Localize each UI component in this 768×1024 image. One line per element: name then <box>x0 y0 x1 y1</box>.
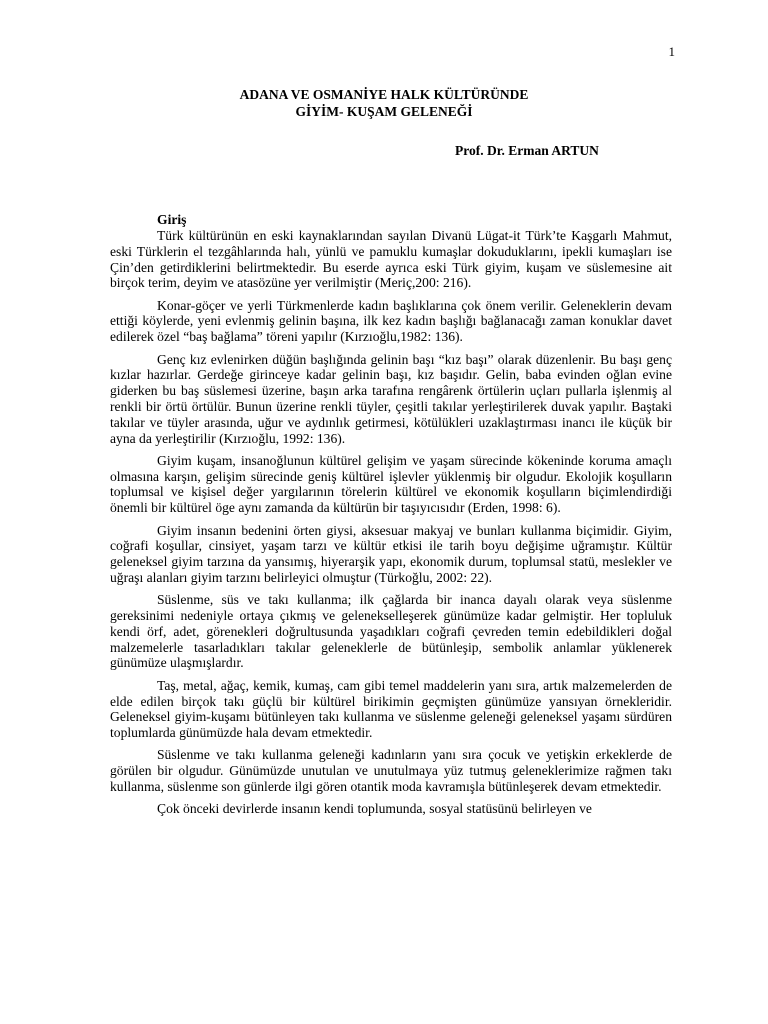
body-text <box>110 211 672 824</box>
paragraph: Genç kız evlenirken düğün başlığında gelinin başı “kız başı” olarak düzenlenir. Bu başı genç kızlar hazırlar. Gerdeğe girinceye kadar gelinin başı, kız başıdır. Gelin, baba evinden oğlan evine giderken bu baş süslemesi üzerine, başın arka tarafına rengârenk örtülerin uçları pullarla işlenmiş al renkli bir örtü örtülür. Bunun üzerine renkli tüyler, çeşitli takılar yerleştirilerek duvak yapılır. Baştaki takılar ve tüyler arasında, uğur ve aydınlık getirmesi, kötülükleri uzaklaştırması inancı ile küçük bir ayna da yerleştirilir (Kırzıoğlu, 1992: 136). <box>110 351 672 446</box>
paragraph: Süslenme ve takı kullanma geleneği kadınların yanı sıra çocuk ve yetişkin erkeklerde de görülen bir olgudur. Günümüzde unutulan ve unutulmaya yüz tutmuş geleneklerimize rağmen takı kullanma, süslenme son günlerde ilgi gören otantik moda kavramışla bütünleşerek devam etmektedir. <box>110 747 672 794</box>
author-name: Prof. Dr. Erman ARTUN <box>455 143 599 158</box>
paragraph: Çok önceki devirlerde insanın kendi toplumunda, sosyal statüsünü belirleyen ve <box>157 801 592 817</box>
paragraph: Giyim insanın bedenini örten giysi, aksesuar makyaj ve bunları kullanma biçimidir. Giyim, coğrafi koşullar, cinsiyet, yaşam tarzı ve kültür etkisi ile tarih boyu değişime uğramıştır. Kültür geleneksel giyim tarzına da yansımış, hiyerarşik yapı, ekonomik durum, toplumsal statü, meslekler ve uğraşı alanları giyim tarzını belirleyici olmuştur (Türkoğlu, 2002: 22). <box>110 522 672 585</box>
paragraph: Konar-göçer ve yerli Türkmenlerde kadın başlıklarına çok önem verilir. Geleneklerin devam ettiği köylerde, yeni evlenmiş gelinin başına, ilk kez kadın başlığı bağlanacağı zaman konuklar davet edilerek özel “baş bağlama” töreni yapılır (Kırzıoğlu,1982: 136). <box>110 297 672 345</box>
page-number: 1 <box>668 44 675 59</box>
paragraph: Giyim kuşam, insanoğlunun kültürel gelişim ve yaşam sürecinde kökeninde koruma amaçlı olmasına karşın, gelişim sürecinde geniş kültürel işlevler yüklenmiş bir olgudur. Ekolojik koşulların toplumsal ve kişisel değer yargılarının törelerin kültürel ve ekonomik koşulların biçimlendirdiği önemli bir kültürel öge aynı zamanda da kültürün bir taşıyıcısıdır (Erden, 1998: 6). <box>110 452 672 516</box>
title-line-1: ADANA VE OSMANİYE HALK KÜLTÜRÜNDE <box>239 87 529 102</box>
paragraph: Süslenme, süs ve takı kullanma; ilk çağlarda bir inanca dayalı olarak veya süslenme gereksinimi nedeniyle ortaya çıkmış ve gelenekselleşerek günümüze kadar gelmiştir. Her topluluk kendi örf, adet, görenekleri doğrultusunda yaşadıkları coğrafi çevreden temin edebildikleri doğal malzemelerle tasarladıkları takılar geleneklerle de bütünleşip, sembolik anlamlar yüklenerek günümüze ulaşmışlardır. <box>110 592 672 671</box>
paragraph: Türk kültürünün en eski kaynaklarından sayılan Divanü Lügat-it Türk’te Kaşgarlı Mahmut, eski Türklerin el tezgâhlarında halı, yünlü ve pamuklu kumaşlar dokuduklarını, ipekli kumaşları ise Çin’den getirdiklerini belirtmektedir. Bu eserde ayrıca eski Türk giyim, kuşam ve süslemesine ait birçok terim, deyim ve atasözüne yer verilmiştir (Meriç,200: 216). <box>110 228 672 291</box>
document-title <box>0 86 768 120</box>
title-line-2: GİYİM- KUŞAM GELENEĞİ <box>295 104 473 119</box>
section-heading: Giriş <box>157 212 187 227</box>
paragraph: Taş, metal, ağaç, kemik, kumaş, cam gibi temel maddelerin yanı sıra, artık malzemelerden de elde edilen birçok takı güçlü bir kültürel birikimin geçmişten günümüze yansıyan örnekleridir. Geleneksel giyim-kuşamı bütünleyen takı kullanma ve süslenme geleneği geleneksel yaşamı sürdüren toplumlarda günümüzde hala devam etmektedir. <box>110 677 672 741</box>
